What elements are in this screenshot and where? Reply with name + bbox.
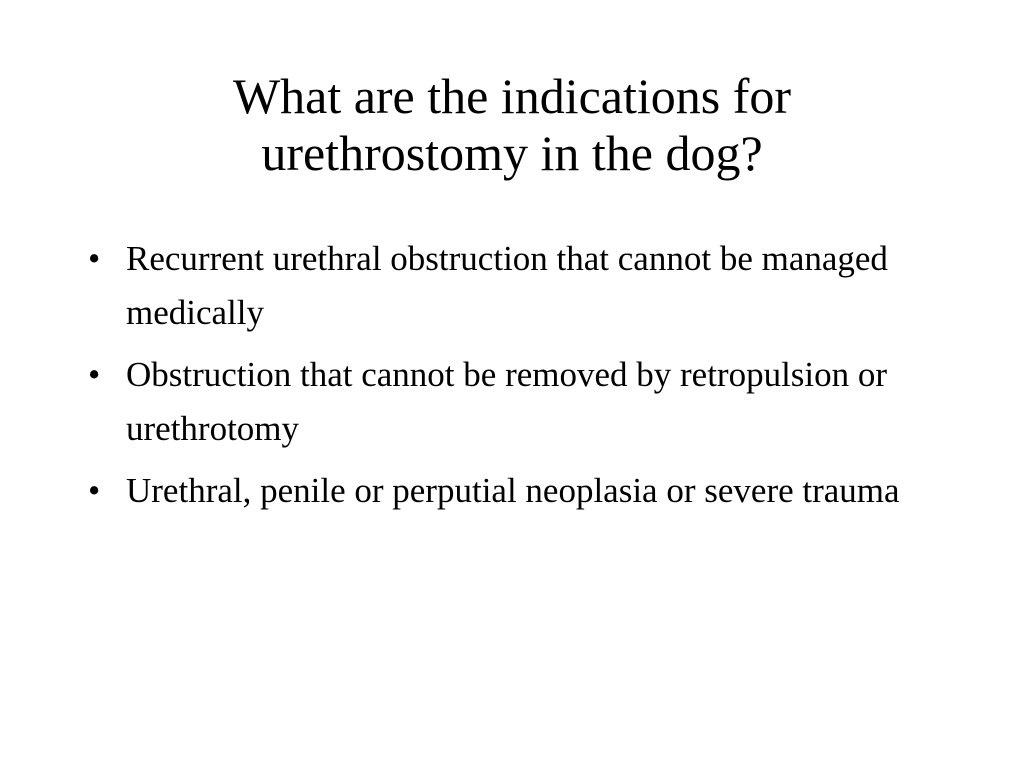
list-item	[86, 232, 916, 340]
list-item	[86, 348, 916, 456]
bullet-list	[86, 232, 916, 526]
list-item	[86, 464, 916, 518]
slide-title: What are the indications for urethrostomy in the dog?	[232, 68, 792, 181]
bullet-text: Urethral, penile or perputial neoplasia or severe trauma	[126, 471, 900, 510]
bullet-icon: •	[88, 355, 101, 394]
bullet-icon: •	[88, 239, 101, 278]
bullet-icon: •	[88, 471, 101, 510]
bullet-text: Obstruction that cannot be removed by retropulsion or urethrotomy	[126, 355, 888, 448]
bullet-text: Recurrent urethral obstruction that cannot be managed medically	[126, 239, 888, 332]
